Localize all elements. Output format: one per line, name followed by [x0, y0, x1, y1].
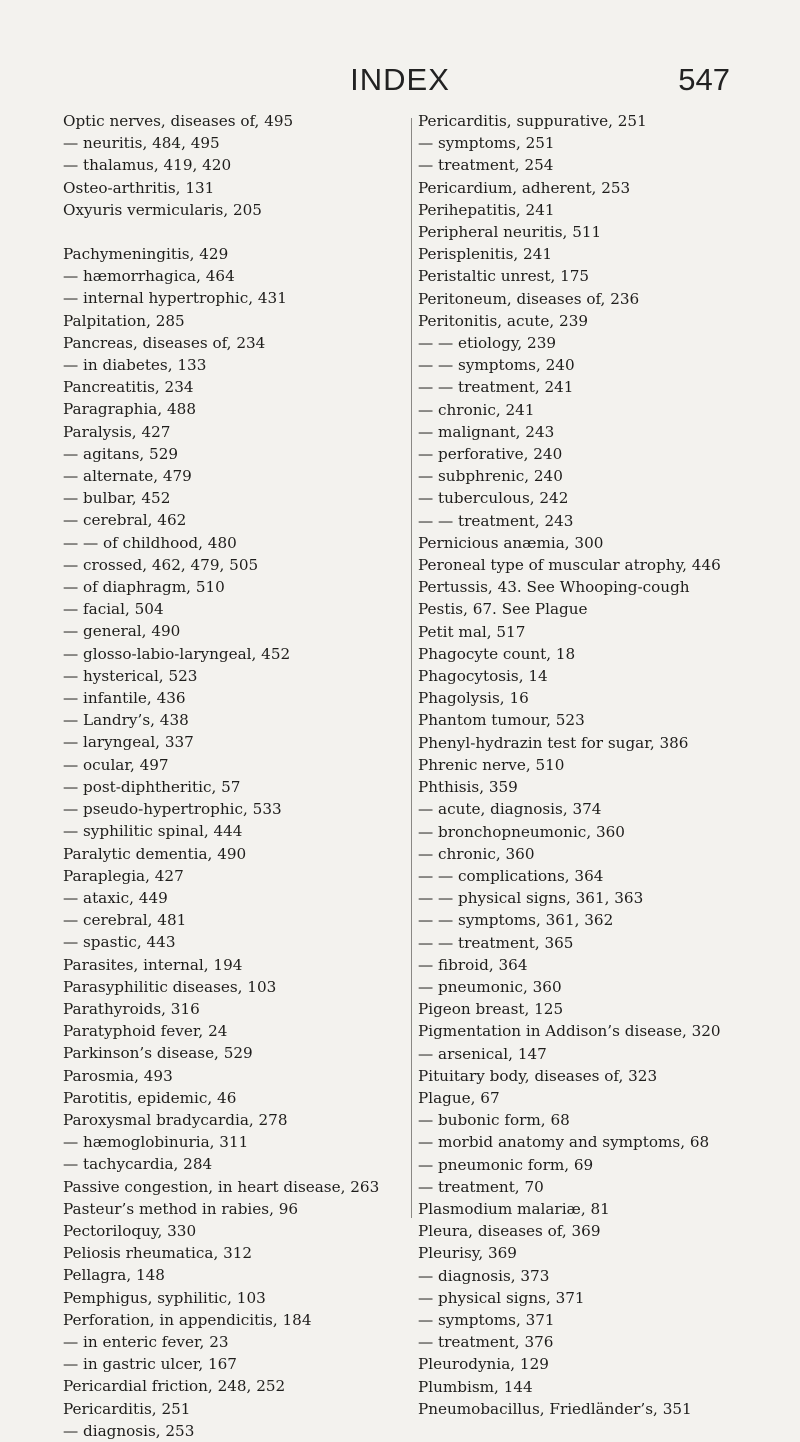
index-entry: Pasteur’s method in rabies, 96	[63, 1199, 299, 1218]
index-entry: Pertussis, 43. See Whooping-cough	[418, 578, 690, 597]
index-entry: Pectoriloquy, 330	[63, 1221, 197, 1240]
index-entry: — — of childhood, 480	[63, 533, 237, 552]
index-entry: — alternate, 479	[63, 467, 192, 486]
index-entry: Plague, 67	[418, 1088, 500, 1107]
index-entry: Parosmia, 493	[63, 1066, 173, 1085]
index-entry: — — symptoms, 240	[418, 356, 575, 375]
index-column-left	[63, 110, 401, 1442]
index-entry: Pestis, 67. See Plague	[418, 600, 588, 619]
index-entry: Paraplegia, 427	[63, 866, 184, 885]
index-entry: — — symptoms, 361, 362	[418, 911, 614, 930]
index-entry: Pigeon breast, 125	[418, 1000, 564, 1019]
index-entry: Parasyphilitic diseases, 103	[63, 977, 277, 996]
index-entry: Perihepatitis, 241	[418, 200, 555, 219]
index-entry: — general, 490	[63, 622, 181, 641]
index-entry: Perisplenitis, 241	[418, 245, 553, 264]
index-entry: — internal hypertrophic, 431	[63, 289, 287, 308]
index-entry: — treatment, 70	[418, 1177, 544, 1196]
index-entry: Peritonitis, acute, 239	[418, 311, 589, 330]
index-entry: Optic nerves, diseases of, 495	[63, 112, 294, 130]
index-entry: — — treatment, 241	[418, 378, 574, 397]
index-entry: Paralytic dementia, 490	[63, 844, 247, 863]
index-entry: — — physical signs, 361, 363	[418, 889, 644, 908]
index-entry: — malignant, 243	[418, 422, 555, 441]
index-entry: Peroneal type of muscular atrophy, 446	[418, 556, 721, 575]
index-entry: — symptoms, 371	[418, 1310, 555, 1329]
index-entry: Pericarditis, 251	[63, 1399, 191, 1418]
index-entry: — agitans, 529	[63, 444, 179, 463]
index-entry: Parathyroids, 316	[63, 999, 200, 1018]
index-entry: Parkinson’s disease, 529	[63, 1044, 253, 1063]
index-entry: — thalamus, 419, 420	[63, 156, 232, 175]
index-entry: Oxyuris vermicularis, 205	[63, 200, 262, 219]
index-entry: — cerebral, 462	[63, 511, 187, 530]
index-entry: Paralysis, 427	[63, 422, 171, 441]
page-header	[0, 62, 800, 102]
index-entry: Pemphigus, syphilitic, 103	[63, 1288, 266, 1307]
index-entry: — pneumonic, 360	[418, 977, 562, 996]
index-entry: Osteo-arthritis, 131	[63, 178, 215, 197]
index-entry: Phenyl-hydrazin test for sugar, 386	[418, 733, 689, 752]
index-entry: — ataxic, 449	[63, 888, 168, 907]
index-column-right	[418, 110, 778, 1420]
index-entry: Passive congestion, in heart disease, 263	[63, 1177, 380, 1196]
index-entry: — arsenical, 147	[418, 1044, 547, 1063]
index-entry: Pleurisy, 369	[418, 1244, 517, 1263]
index-entry: — facial, 504	[63, 600, 164, 619]
page-number: 547	[678, 62, 730, 97]
index-entry: Pachymeningitis, 429	[63, 245, 229, 264]
index-entry: — infantile, 436	[63, 689, 186, 708]
index-entry: — of diaphragm, 510	[63, 578, 225, 597]
index-entry: Plasmodium malariæ, 81	[418, 1199, 610, 1218]
index-entry: Pericardial friction, 248, 252	[63, 1377, 286, 1396]
index-entry: — spastic, 443	[63, 933, 176, 952]
index-entry: — in diabetes, 133	[63, 356, 207, 375]
index-entry: — cerebral, 481	[63, 911, 187, 930]
index-entry: Palpitation, 285	[63, 311, 185, 330]
index-entry: — bulbar, 452	[63, 489, 171, 508]
index-entry: — treatment, 254	[418, 156, 554, 175]
index-entry: — in gastric ulcer, 167	[63, 1355, 237, 1374]
index-entry: Phagocyte count, 18	[418, 644, 576, 663]
index-entry: — bronchopneumonic, 360	[418, 822, 625, 841]
index-entry: — tuberculous, 242	[418, 489, 569, 508]
index-entry: — neuritis, 484, 495	[63, 134, 220, 153]
index-entry: Phagolysis, 16	[418, 689, 529, 708]
index-entry: — hæmorrhagica, 464	[63, 267, 235, 286]
index-entry: — ocular, 497	[63, 755, 169, 774]
index-entry: Peripheral neuritis, 511	[418, 223, 602, 242]
index-entry: Parasites, internal, 194	[63, 955, 243, 974]
index-entry: Pleurodynia, 129	[418, 1355, 549, 1374]
index-entry: Perforation, in appendicitis, 184	[63, 1310, 312, 1329]
index-entry: Pancreatitis, 234	[63, 378, 194, 397]
index-entry: — symptoms, 251	[418, 134, 555, 153]
index-entry: — hysterical, 523	[63, 666, 198, 685]
index-entry: — chronic, 241	[418, 400, 535, 419]
index-entry: — — treatment, 243	[418, 511, 574, 530]
index-entry: — acute, diagnosis, 374	[418, 800, 602, 819]
page-title: INDEX	[350, 62, 450, 97]
index-entry: Pneumobacillus, Friedländer’s, 351	[418, 1399, 692, 1418]
index-entry: Pituitary body, diseases of, 323	[418, 1066, 658, 1085]
index-entry: — pneumonic form, 69	[418, 1155, 594, 1174]
index-entry: — hæmoglobinuria, 311	[63, 1133, 249, 1152]
index-entry: — morbid anatomy and symptoms, 68	[418, 1133, 710, 1152]
index-entry: Pernicious anæmia, 300	[418, 533, 604, 552]
index-entry: — — treatment, 365	[418, 933, 574, 952]
index-entry: Parotitis, epidemic, 46	[63, 1088, 237, 1107]
index-entry: — syphilitic spinal, 444	[63, 822, 243, 841]
index-entry: — perforative, 240	[418, 445, 563, 464]
index-entry: Pigmentation in Addison’s disease, 320	[418, 1022, 721, 1041]
index-entry: — crossed, 462, 479, 505	[63, 555, 259, 574]
index-entry: Paroxysmal bradycardia, 278	[63, 1110, 288, 1129]
index-entry: — in enteric fever, 23	[63, 1332, 229, 1351]
index-entry: Pancreas, diseases of, 234	[63, 333, 266, 352]
index-entry: — Landry’s, 438	[63, 711, 189, 730]
index-gap	[63, 221, 401, 243]
index-entry: — — complications, 364	[418, 866, 604, 885]
index-entry: Paragraphia, 488	[63, 400, 197, 419]
index-entry: — subphrenic, 240	[418, 467, 563, 486]
index-entry: Plumbism, 144	[418, 1377, 533, 1396]
index-entry: — pseudo-hypertrophic, 533	[63, 800, 282, 819]
index-entry: Phantom tumour, 523	[418, 711, 585, 730]
index-entry: Phthisis, 359	[418, 778, 518, 797]
index-entry: Phrenic nerve, 510	[418, 755, 565, 774]
index-entry: — bubonic form, 68	[418, 1111, 570, 1130]
index-entry: Peliosis rheumatica, 312	[63, 1244, 253, 1263]
index-entry: Pleura, diseases of, 369	[418, 1222, 601, 1241]
index-entry: Peritoneum, diseases of, 236	[418, 289, 640, 308]
index-entry: Phagocytosis, 14	[418, 667, 548, 686]
index-entry: — treatment, 376	[418, 1333, 554, 1352]
column-divider	[411, 118, 412, 1218]
index-entry: — post-diphtheritic, 57	[63, 777, 241, 796]
index-entry: Petit mal, 517	[418, 622, 526, 641]
index-entry: Pellagra, 148	[63, 1266, 165, 1285]
index-entry: — — etiology, 239	[418, 334, 557, 353]
index-entry: — chronic, 360	[418, 844, 535, 863]
index-entry: Pericarditis, suppurative, 251	[418, 112, 647, 130]
index-entry: — physical signs, 371	[418, 1288, 585, 1307]
index-entry: — laryngeal, 337	[63, 733, 194, 752]
index-entry: — tachycardia, 284	[63, 1155, 213, 1174]
index-entry: Paratyphoid fever, 24	[63, 1022, 228, 1041]
index-entry: Peristaltic unrest, 175	[418, 267, 590, 286]
index-entry: Pericardium, adherent, 253	[418, 178, 631, 197]
index-entry: — diagnosis, 373	[418, 1266, 550, 1285]
index-entry: — glosso-labio-laryngeal, 452	[63, 644, 291, 663]
index-entry: — diagnosis, 253	[63, 1421, 195, 1440]
index-entry: — fibroid, 364	[418, 955, 528, 974]
